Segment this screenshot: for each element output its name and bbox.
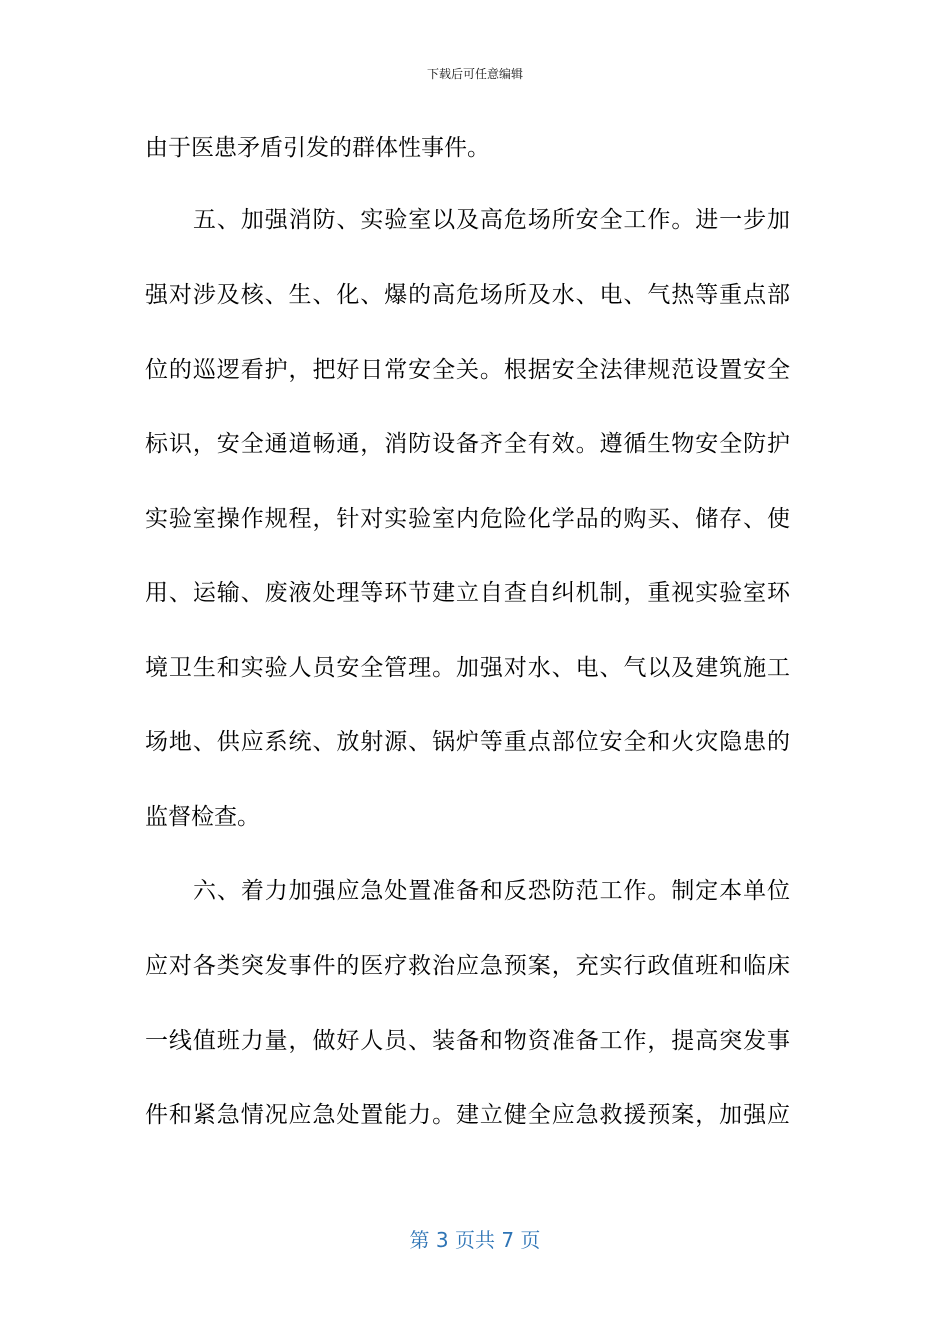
page-number-footer: 第 3 页共 7 页 xyxy=(409,1228,541,1252)
text-line: 一线值班力量，做好人员、装备和物资准备工作，提高突发事 xyxy=(145,1028,790,1054)
text-line: 位的巡逻看护，把好日常安全关。根据安全法律规范设置安全 xyxy=(145,357,790,383)
text-line: 六、着力加强应急处置准备和反恐防范工作。制定本单位 xyxy=(193,878,790,904)
page-header: 下载后可任意编辑 xyxy=(426,67,523,81)
text-line: 强对涉及核、生、化、爆的高危场所及水、电、气热等重点部 xyxy=(145,282,790,308)
text-line: 场地、供应系统、放射源、锅炉等重点部位安全和火灾隐患的 xyxy=(145,729,790,755)
text-line: 件和紧急情况应急处置能力。建立健全应急救援预案，加强应 xyxy=(145,1102,790,1128)
text-line: 监督检查。 xyxy=(145,804,260,830)
text-line: 用、运输、废液处理等环节建立自查自纠机制，重视实验室环 xyxy=(145,580,790,606)
text-line: 五、加强消防、实验室以及高危场所安全工作。进一步加 xyxy=(193,207,790,233)
text-line: 应对各类突发事件的医疗救治应急预案，充实行政值班和临床 xyxy=(145,953,790,979)
text-line: 实验室操作规程，针对实验室内危险化学品的购买、储存、使 xyxy=(145,506,790,532)
text-line: 由于医患矛盾引发的群体性事件。 xyxy=(145,135,490,161)
text-line: 标识，安全通道畅通，消防设备齐全有效。遵循生物安全防护 xyxy=(145,431,790,457)
text-line: 境卫生和实验人员安全管理。加强对水、电、气以及建筑施工 xyxy=(145,655,790,681)
